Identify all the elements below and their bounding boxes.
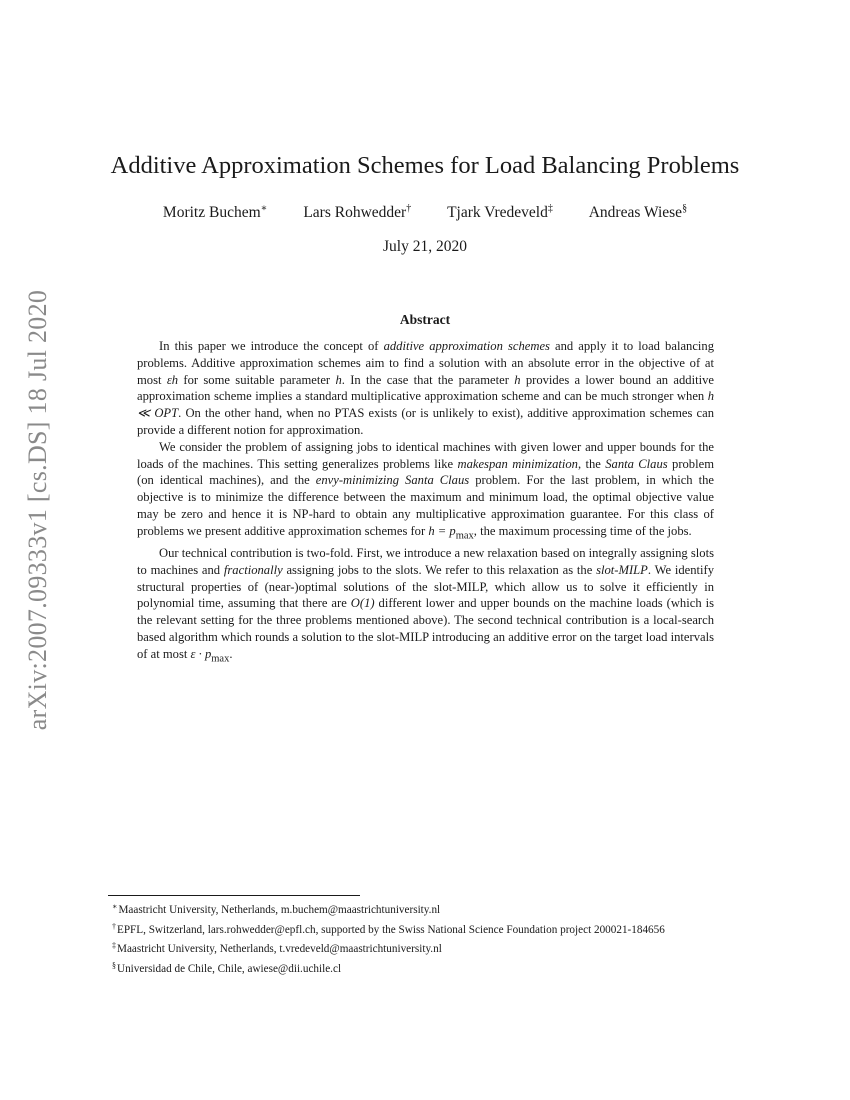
author-list <box>0 203 850 222</box>
author: Tjark Vredeveld‡ <box>447 203 553 221</box>
arxiv-sidebar-stamp <box>18 270 58 750</box>
abstract-paragraph: Our technical contribution is two-fold. First, we introduce a new relaxation based on integrally assigning slots to machines and fractionally assigning jobs to the slots. We refer to this relaxation as the slot-MILP. We identify structural properties of (near-)optimal solutions of the slot-MILP, which allow us to solve it efficiently in polynomial time, assuming that there are O(1) different lower and upper bounds on the machine loads (which is the relevant setting for the three problems mentioned above). The second technical contribution is a local-search based algorithm which rounds a solution to the slot-MILP introducing an additive error on the target load intervals of at most $\varepsilon \cdot p_{max}$. <box>137 546 715 665</box>
abstract-paragraph: In this paper we introduce the concept of additive approximation schemes and apply it to load balancing problems. Additive approximation schemes aim to find a solution with an absolute error in the objective of at most εh for some suitable parameter h. In the case that the parameter h provides a lower bound an additive approximation scheme implies a standard multiplicative approximation scheme and can be much stronger when h ≪ OPT. On the other hand, when no PTAS exists (or is unlikely to exist), additive approximation schemes can provide a different notion for approximation. <box>137 339 715 437</box>
author: Andreas Wiese§ <box>588 203 688 221</box>
footnote: ‡Maastricht University, Netherlands, t.vredeveld@maastrichtuniversity.nl <box>112 941 442 955</box>
abstract-paragraph: We consider the problem of assigning jobs to identical machines with given lower and upper bounds for the loads of the machines. This setting generalizes problems like makespan minimization, the Santa Claus problem (on identical machines), and the envy-minimizing Santa Claus problem. For the last problem, in which the objective is to minimize the difference between the maximum and minimum load, the optimal objective value may be zero and hence it is NP-hard to obtain any multiplicative approximation guarantee. For this class of problems we present additive approximation schemes for $h = p_{max}$, the maximum processing time of the jobs. <box>137 439 714 542</box>
author: Moritz Buchem∗ <box>162 203 268 221</box>
footnote-divider <box>108 895 360 896</box>
abstract-heading: Abstract <box>399 312 451 327</box>
arxiv-identifier: arXiv:2007.09333v1 [cs.DS] 18 Jul 2020 <box>23 289 52 731</box>
footnote: ∗Maastricht University, Netherlands, m.buchem@maastrichtuniversity.nl <box>112 902 441 916</box>
publication-date: July 21, 2020 <box>383 238 467 255</box>
paper-title: Additive Approximation Schemes for Load Balancing Problems <box>110 152 740 179</box>
footnote: †EPFL, Switzerland, lars.rohwedder@epfl.ch, supported by the Swiss National Science Foundation project 200021-184656 <box>112 921 665 936</box>
abstract-body <box>137 338 714 668</box>
author: Lars Rohwedder† <box>303 203 412 221</box>
footnotes <box>112 899 762 977</box>
footnote: §Universidad de Chile, Chile, awiese@dii.uchile.cl <box>112 960 342 975</box>
